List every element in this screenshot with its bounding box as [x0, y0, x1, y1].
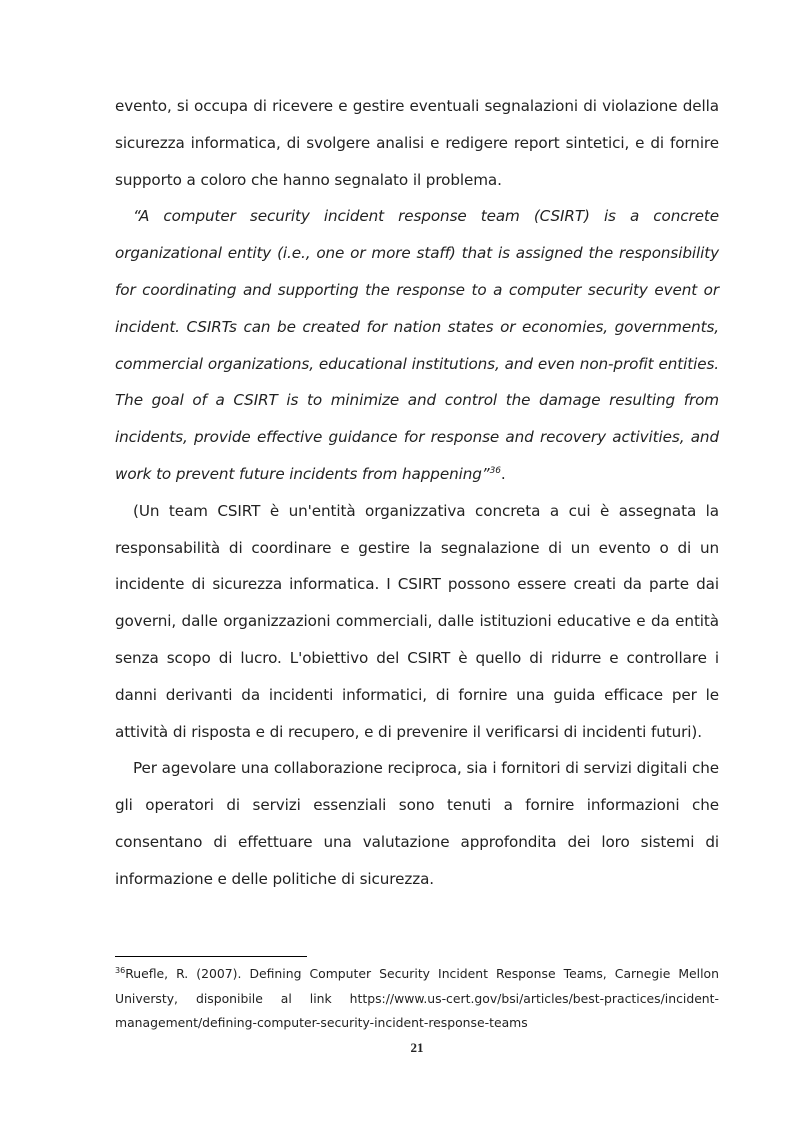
page-number: 21 [410, 1040, 424, 1055]
footnote [115, 962, 719, 1036]
paragraph-collaboration: Per agevolare una collaborazione reciproca, sia i fornitori di servizi digitali che gli operatori di servizi essenziali sono tenuti a fornire informazioni che consentano di effettuare una valutazione approfondita dei loro sistemi di informazione e delle politiche di sicurezza. [115, 759, 719, 888]
footnote-reference[interactable]: 36 [489, 465, 501, 476]
quote-text: “A computer security incident response team (CSIRT) is a concrete organizational entity (i.e., one or more staff) that is assigned the responsibility for coordinating and supporting the response to a computer security event or incident. CSIRTs can be created for nation states or economies, governments, commercial organizations, educational institutions, and even non-profit entities. The goal of a CSIRT is to minimize and control the damage resulting from incidents, provide effective guidance for response and recovery activities, and work to prevent future incidents from happening” [115, 207, 719, 483]
quote-end: . [500, 464, 506, 483]
paragraph-english-quote [115, 198, 719, 492]
footnote-separator [115, 956, 307, 957]
paragraph-italian-translation: (Un team CSIRT è un'entità organizzativa concreta a cui è assegnata la responsabilità di coordinare e gestire la segnalazione di un evento o di un incidente di sicurezza informatica. I CSIRT possono essere creati da parte dai governi, dalle organizzazioni commerciali, dalle istituzioni educative e da entità senza scopo di lucro. L'obiettivo del CSIRT è quello di ridurre e controllare i danni derivanti da incidenti informatici, di fornire una guida efficace per le attività di risposta e di recupero, e di prevenire il verificarsi di incidenti futuri). [115, 501, 719, 741]
footnote-text: Ruefle, R. (2007). Defining Computer Security Incident Response Teams, Carnegie Mellon Universty, disponibile al link https://www.us-cert.gov/bsi/articles/best-practices/incident-management/defining-computer-security-incident-response-teams [115, 966, 719, 1031]
paragraph-continuation: evento, si occupa di ricevere e gestire eventuali segnalazioni di violazione della sicurezza informatica, di svolgere analisi e redigere report sintetici, e di fornire supporto a coloro che hanno segnalato il problema. [115, 97, 719, 189]
footnote-number: 36 [115, 966, 126, 975]
body-text [115, 88, 719, 898]
